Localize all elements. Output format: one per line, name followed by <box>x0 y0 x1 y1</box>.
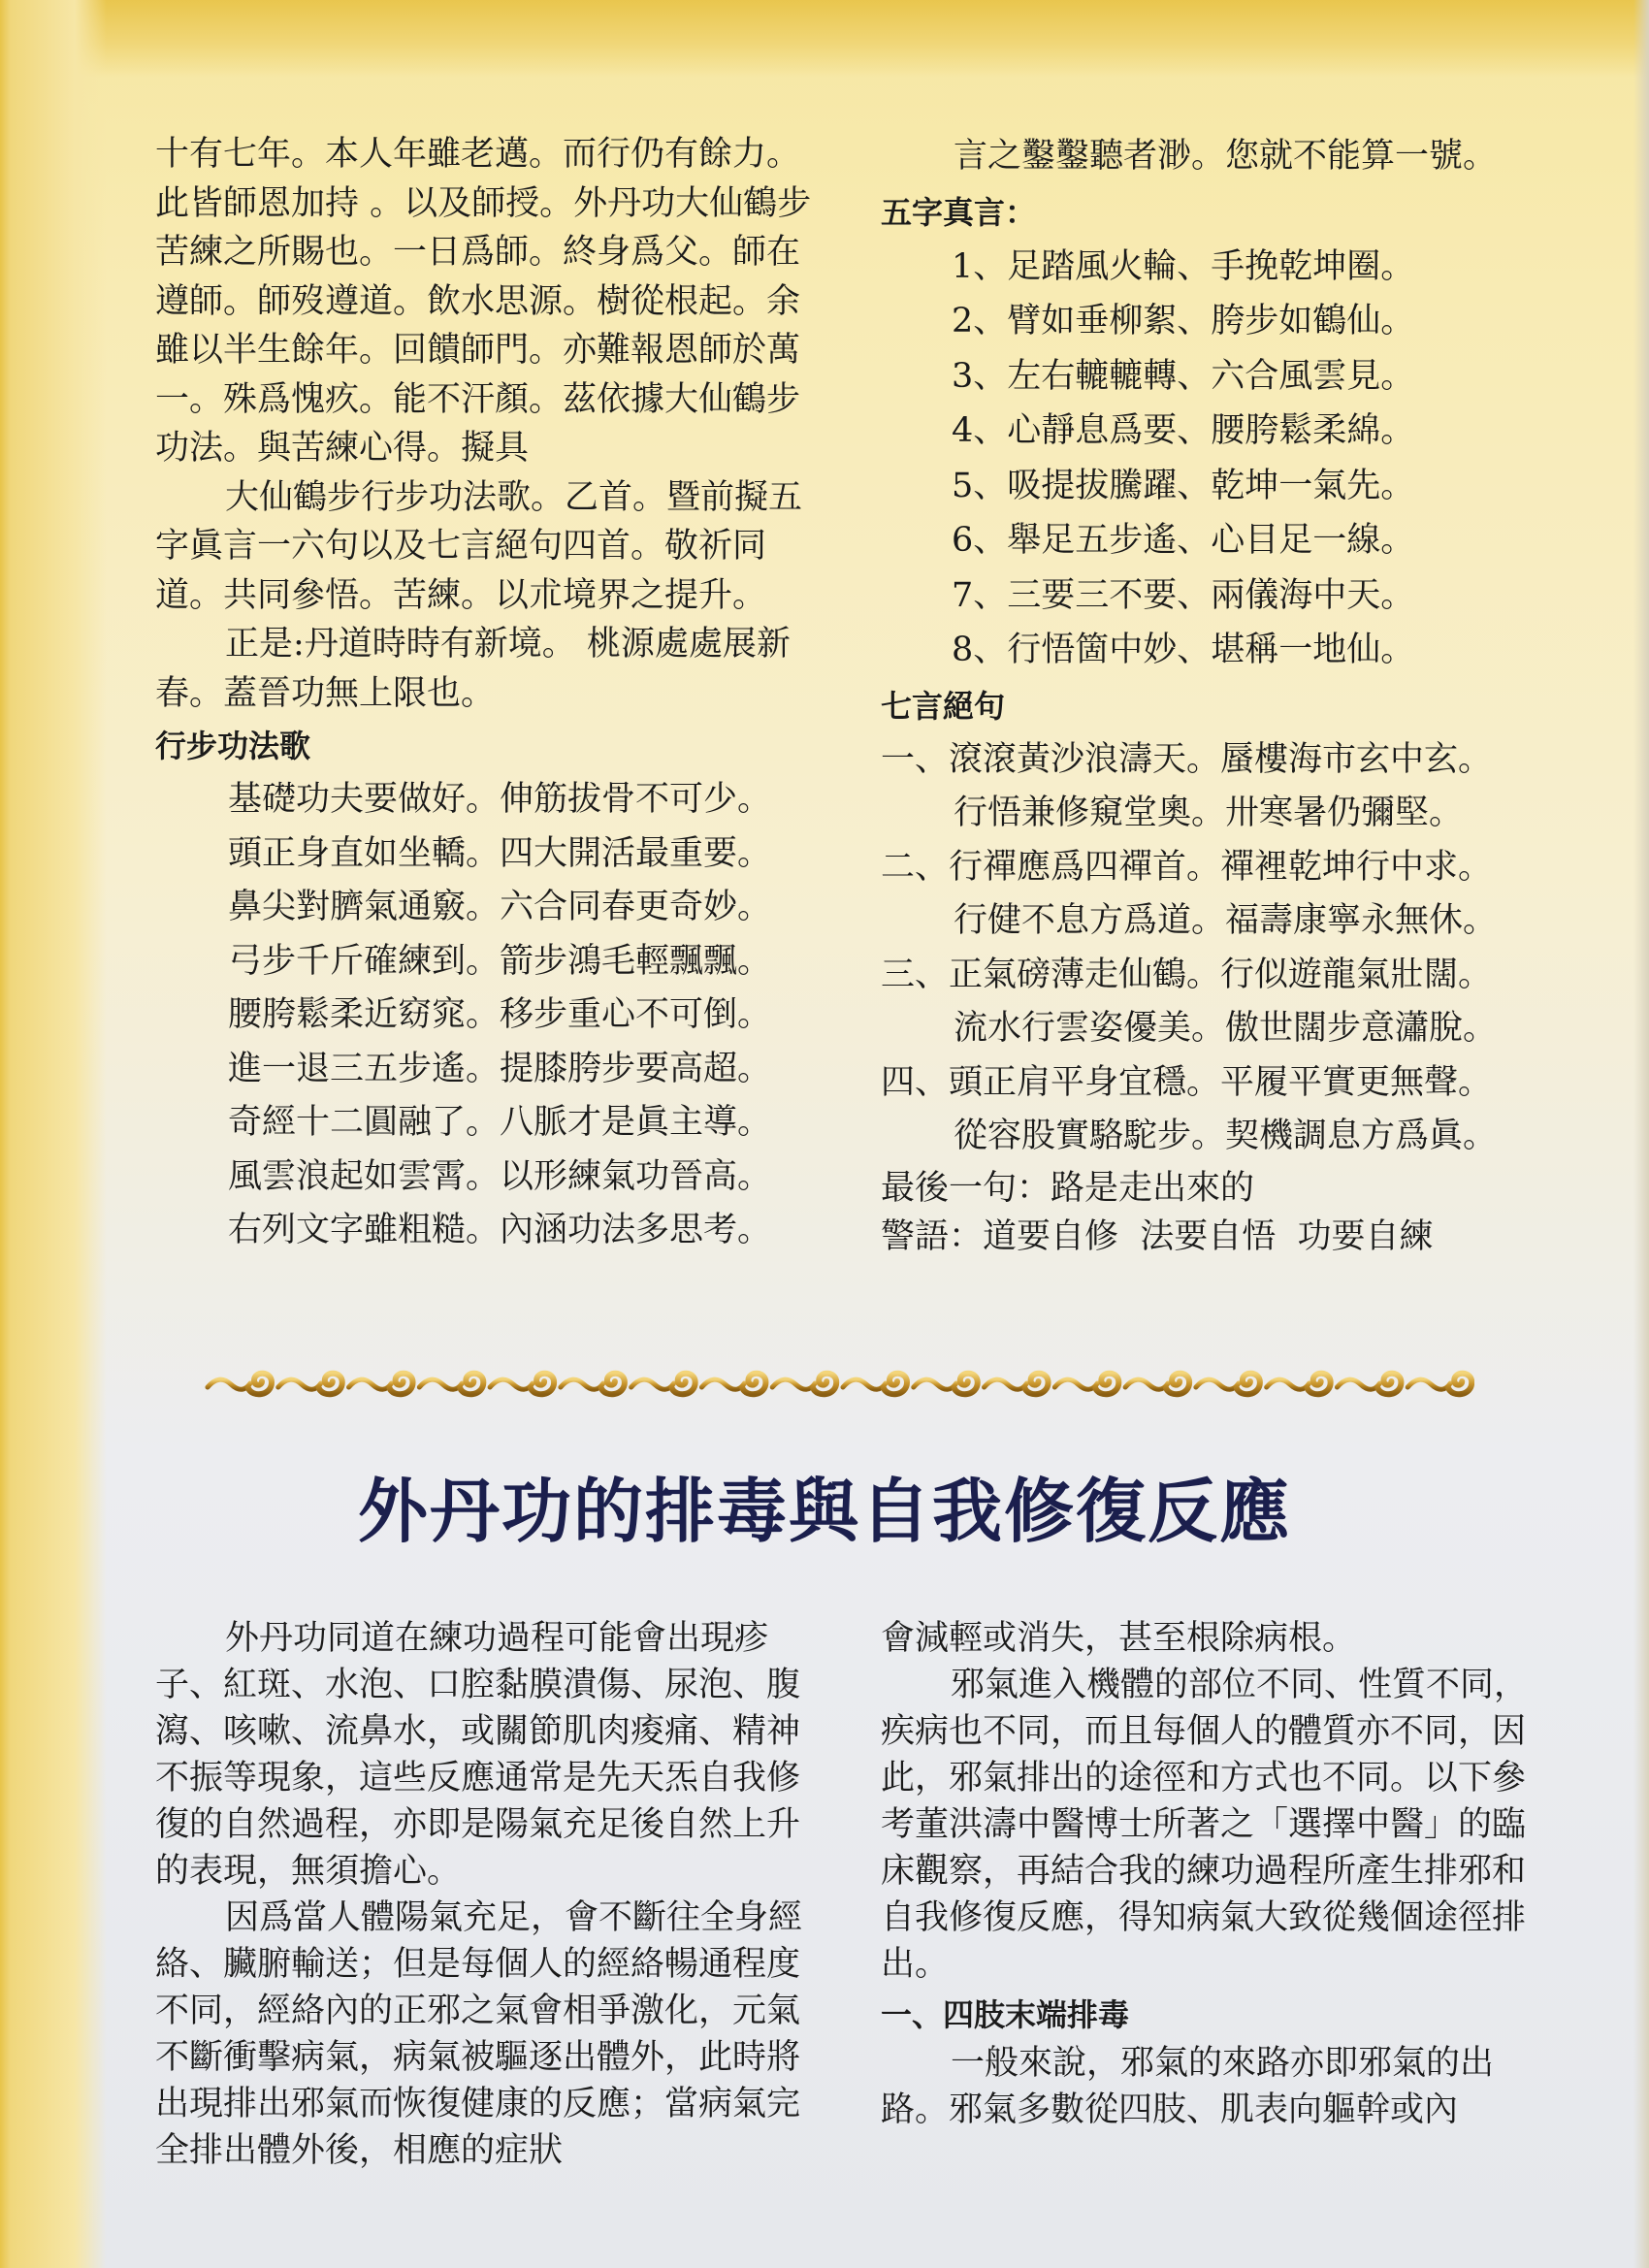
mantra-item: 7、三要三不要、兩儀海中天。 <box>952 575 1415 615</box>
poem-line: 四、頭正肩平身宜穩。平履平實更無聲。 <box>881 1062 1493 1102</box>
verse-line: 弓步千斤確練到。箭步鴻毛輕飄飄。 <box>228 941 772 981</box>
poem-line: 一、滾滾黃沙浪濤天。蜃樓海市玄中玄。 <box>881 739 1493 779</box>
motto-line: 警語：道要自修 法要自悟 功要自練 <box>881 1217 1434 1256</box>
verse-line: 腰胯鬆柔近窈窕。移步重心不可倒。 <box>228 995 772 1034</box>
verse-line: 風雲浪起如雲霄。以形練氣功晉高。 <box>228 1156 772 1196</box>
paragraph: 會減輕或消失，甚至根除病根。 <box>881 1619 1357 1658</box>
poem-line: 二、行禪應爲四禪首。禪裡乾坤行中求。 <box>881 847 1493 887</box>
poem <box>881 1056 1540 1164</box>
verse-line: 鼻尖對臍氣通竅。六合同春更奇妙。 <box>228 888 772 926</box>
section-heading: 行步功法歌 <box>155 728 311 764</box>
paragraph: 外丹功同道在練功過程可能會出現疹子、紅斑、水泡、口腔黏膜潰傷、尿泡、腹瀉、咳嗽、流鼻水，或關節肌肉痠痛、精神不振等現象，這些反應通常是先天炁自我修復的自然過程，亦即是陽氣充足後自然上升的表現，無須擔心。 <box>155 1619 801 1891</box>
section-heading: 七言絕句 <box>881 687 1006 725</box>
paragraph: 大仙鶴步行步功法歌。乙首。暨前擬五字眞言一六句以及七言絕句四首。敬祈同道。共同參悟。苦練。以朮境界之提升。 <box>155 477 803 615</box>
mantra-item: 8、行悟箇中妙、堪稱一地仙。 <box>952 631 1415 669</box>
paragraph: 一般來說，邪氣的來路亦即邪氣的出路。邪氣多數從四肢、肌表向軀幹或內 <box>881 2044 1495 2129</box>
section-heading: 五字真言： <box>881 193 1037 231</box>
poem-line: 行健不息方爲道。福壽康寧永無休。 <box>954 901 1498 940</box>
mantra-item: 1、足踏風火輪、手挽乾坤圈。 <box>952 246 1415 286</box>
article-title: 外丹功的排毒與自我修復反應 <box>357 1471 1291 1552</box>
poem-line: 三、正氣磅薄走仙鶴。行似遊龍氣壯闊。 <box>881 955 1493 994</box>
paragraph: 因爲當人體陽氣充足，會不斷往全身經絡、臟腑輸送；但是每個人的經絡暢通程度不同，經絡內的正邪之氣會相爭激化，元氣不斷衝擊病氣，病氣被驅逐出體外，此時將出現排出邪氣而恢復健康的反應；當病氣完全排出體外後，相應的症狀 <box>155 1898 803 2170</box>
paragraph: 邪氣進入機體的部位不同、性質不同，疾病也不同，而且每個人的體質亦不同，因此，邪氣排出的途徑和方式也不同。以下參考董洪濤中醫博士所著之「選擇中醫」的臨床觀察，再結合我的練功過程所產生排邪和自我修復反應，得知病氣大致從幾個途徑排出。 <box>881 1666 1529 1984</box>
upper-right-column <box>881 130 1540 1262</box>
poem <box>881 841 1540 949</box>
left-color-band <box>0 0 107 2268</box>
verse-line: 基礎功夫要做好。伸筋拔骨不可少。 <box>228 780 772 819</box>
section-heading: 一、四肢末端排毒 <box>881 1996 1130 2033</box>
upper-left-column <box>155 130 815 1258</box>
mantra-item: 2、臂如垂柳絮、胯步如鶴仙。 <box>952 302 1415 340</box>
verse-line: 進一退三五步遙。提膝胯步要高超。 <box>228 1049 772 1088</box>
poem <box>881 949 1540 1056</box>
poem-line: 從容股實駱駝步。契機調息方爲眞。 <box>954 1117 1498 1155</box>
mantra-item: 5、吸提拔騰躍、乾坤一氣先。 <box>952 466 1415 505</box>
lower-right-column <box>881 1615 1540 2133</box>
verse-line: 頭正身直如坐轎。四大開活最重要。 <box>228 833 772 873</box>
paragraph: 正是:丹道時時有新境。 桃源處處展新春。蓋晉功無上限也。 <box>155 625 791 713</box>
verse-line: 奇經十二圓融了。八脈才是眞主導。 <box>228 1103 772 1142</box>
lower-left-column <box>155 1615 815 2174</box>
top-color-band <box>0 0 1649 78</box>
mantra-item: 4、心靜息爲要、腰胯鬆柔綿。 <box>952 411 1415 450</box>
mantra-item: 6、舉足五步遙、心目足一線。 <box>952 521 1415 560</box>
poem <box>881 733 1540 841</box>
paragraph: 十有七年。本人年雖老邁。而行仍有餘力。此皆師恩加持 。以及師授。外丹功大仙鶴步苦練之所賜也。一日爲師。終身爲父。師在遵師。師歿遵道。飲水思源。樹從根起。余雖以半生餘年。回饋師門。亦難報恩師於萬一。殊爲愧疚。能不汗顏。茲依據大仙鶴步功法。與苦練心得。擬具 <box>155 135 812 468</box>
mantra-item: 3、左右轆轆轉、六合風雲見。 <box>952 356 1415 396</box>
poem-line: 流水行雲姿優美。傲世闊步意瀟脫。 <box>954 1009 1498 1048</box>
poem-line: 行悟兼修窺堂奧。卅寒暑仍彌堅。 <box>954 794 1464 832</box>
ornamental-divider <box>204 1358 1474 1407</box>
closing-line: 最後一句：路是走出來的 <box>881 1168 1255 1208</box>
verse-line: 右列文字雖粗糙。內涵功法多思考。 <box>228 1211 772 1249</box>
page-edge-shadow <box>1633 0 1649 2268</box>
verse-line: 言之鑿鑿聽者渺。您就不能算一號。 <box>954 137 1498 176</box>
